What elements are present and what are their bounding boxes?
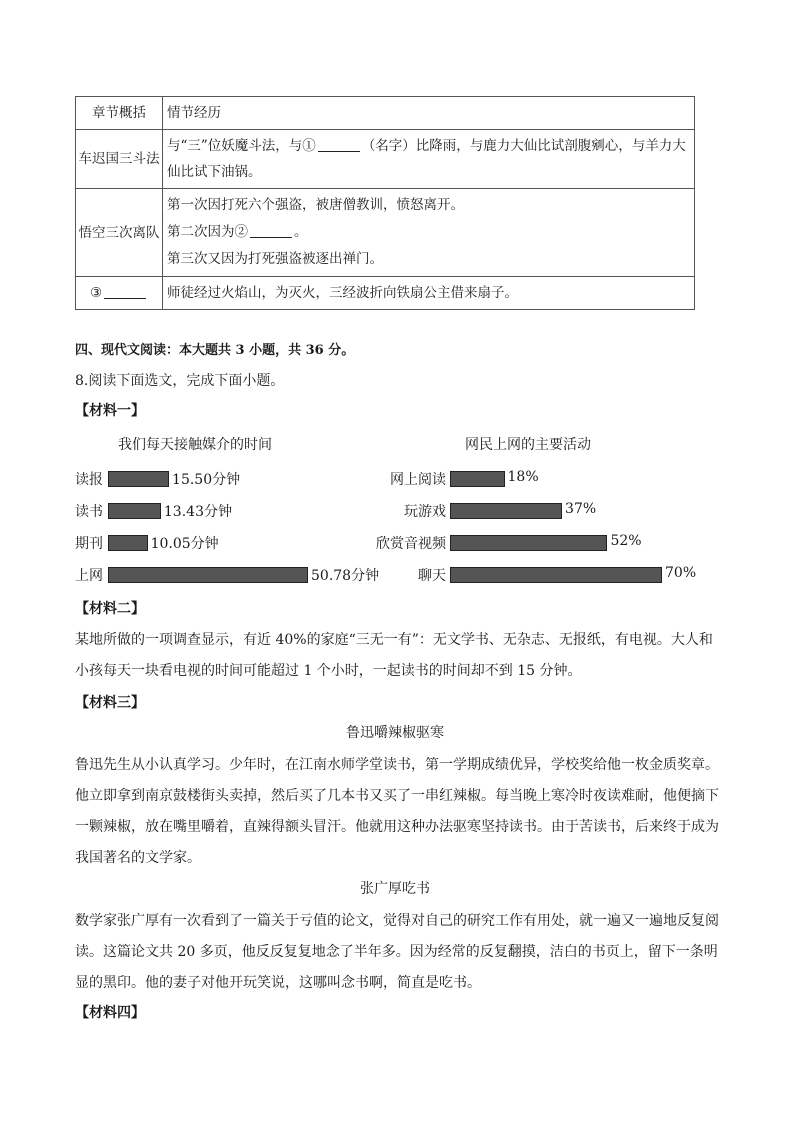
bar-category-label: 网上阅读: [390, 472, 446, 488]
answer-blank[interactable]: [250, 223, 292, 238]
bar-category-label: 欣赏音视频: [376, 536, 446, 552]
row-label: 悟空三次离队: [76, 189, 163, 277]
bar-value-label: 15.50分钟: [172, 472, 241, 488]
paragraph-line: 数学家张广厚有一次看到了一篇关于亏值的论文，觉得对自己的研究工作有用处，就一遍又一遍地反复阅: [75, 913, 719, 929]
bar: [450, 535, 607, 551]
bar-category-label: 读报: [75, 472, 103, 488]
question-stem: 8.阅读下面选文，完成下面小题。: [75, 373, 285, 389]
paragraph-line: 他立即拿到南京鼓楼街头卖掉，然后买了几本书又买了一串红辣椒。每当晚上寒冷时夜读难耐，他便摘下: [75, 788, 719, 804]
row-text: [163, 130, 695, 189]
bar-value-label: 50.78分钟: [311, 568, 380, 584]
answer-blank[interactable]: [318, 137, 360, 152]
bar-value-label: 13.43分钟: [163, 504, 232, 520]
bar: [450, 567, 662, 583]
paragraph-line: 我国著名的文学家。: [75, 850, 201, 866]
bar-category-label: 聊天: [418, 568, 446, 584]
bar-category-label: 期刊: [75, 536, 103, 552]
bar: [450, 471, 505, 487]
bar: [108, 535, 148, 551]
bar-value-label: 70%: [665, 565, 697, 581]
header-cell: 章节概括: [76, 97, 163, 130]
row-label-text: ③: [89, 285, 103, 301]
bar-value-label: 37%: [565, 501, 597, 517]
header-cell: 情节经历: [163, 97, 695, 130]
bar: [108, 567, 308, 583]
row-text: [163, 189, 695, 277]
row-text-part: 第二次因为②: [167, 224, 248, 240]
bar-value-label: 18%: [507, 469, 539, 485]
table-row: [76, 277, 695, 310]
table-row: [76, 130, 695, 189]
row-line: [167, 219, 690, 246]
bar-category-label: 读书: [75, 504, 103, 520]
row-line: 第一次因打死六个强盗，被唐僧教训，愤怒离开。: [167, 197, 464, 213]
row-text: 师徒经过火焰山，为灭火，三经波折向铁扇公主借来扇子。: [163, 277, 695, 310]
row-label: [76, 277, 163, 310]
bar-value-label: 10.05分钟: [150, 536, 219, 552]
material-heading: 【材料四】: [75, 1005, 145, 1021]
material-heading: 【材料一】: [75, 403, 145, 419]
bar: [108, 471, 169, 487]
bar: [450, 503, 562, 519]
answer-blank[interactable]: [104, 284, 146, 299]
paragraph-line: 某地所做的一项调查显示，有近 40%的家庭“三无一有”：无文学书、无杂志、无报纸，有电视。大人和: [75, 632, 713, 648]
material-heading: 【材料二】: [75, 601, 145, 617]
paragraph-line: 一颗辣椒，放在嘴里嚼着，直辣得额头冒汗。他就用这种办法驱寒坚持读书。由于苦读书，后来终于成为: [75, 819, 719, 835]
summary-table: [75, 96, 695, 310]
story-title: 张广厚吃书: [360, 881, 430, 897]
row-text-part: 与“三”位妖魔斗法，与①: [167, 138, 316, 154]
paragraph-line: 小孩每天一块看电视的时间可能超过 1 个小时，一起读书的时间却不到 15 分钟。: [75, 663, 582, 679]
bar: [108, 503, 161, 519]
paragraph-line: 鲁迅先生从小认真学习。少年时，在江南水师学堂读书，第一学期成绩优异，学校奖给他一枚金质奖章。: [75, 757, 719, 773]
row-line: 第三次又因为打死强盗被逐出禅门。: [167, 251, 383, 267]
table-row: [76, 97, 695, 130]
row-label: 车迟国三斗法: [76, 130, 163, 189]
table-row: [76, 189, 695, 277]
paragraph-line: 读。这篇论文共 20 多页，他反反复复地念了半年多。因为经常的反复翻摸，洁白的书页上，留下一条明: [75, 944, 718, 960]
story-title: 鲁迅嚼辣椒驱寒: [346, 725, 444, 741]
bar-category-label: 上网: [75, 568, 103, 584]
section-title: 四、现代文阅读：本大题共 3 小题，共 36 分。: [75, 343, 355, 358]
bar-category-label: 玩游戏: [404, 504, 446, 520]
row-text-part: 。: [294, 224, 308, 240]
paragraph-line: 显的黑印。他的妻子对他开玩笑说，这哪叫念书啊，简直是吃书。: [75, 975, 481, 991]
row-text-part: （名字）比降雨，与鹿力大仙比试剖腹剜心，与羊力大仙比试下油锅。: [167, 138, 686, 180]
chart-title: 网民上网的主要活动: [465, 437, 591, 453]
bar-value-label: 52%: [610, 533, 642, 549]
chart-title: 我们每天接触媒介的时间: [118, 437, 272, 453]
material-heading: 【材料三】: [75, 695, 145, 711]
